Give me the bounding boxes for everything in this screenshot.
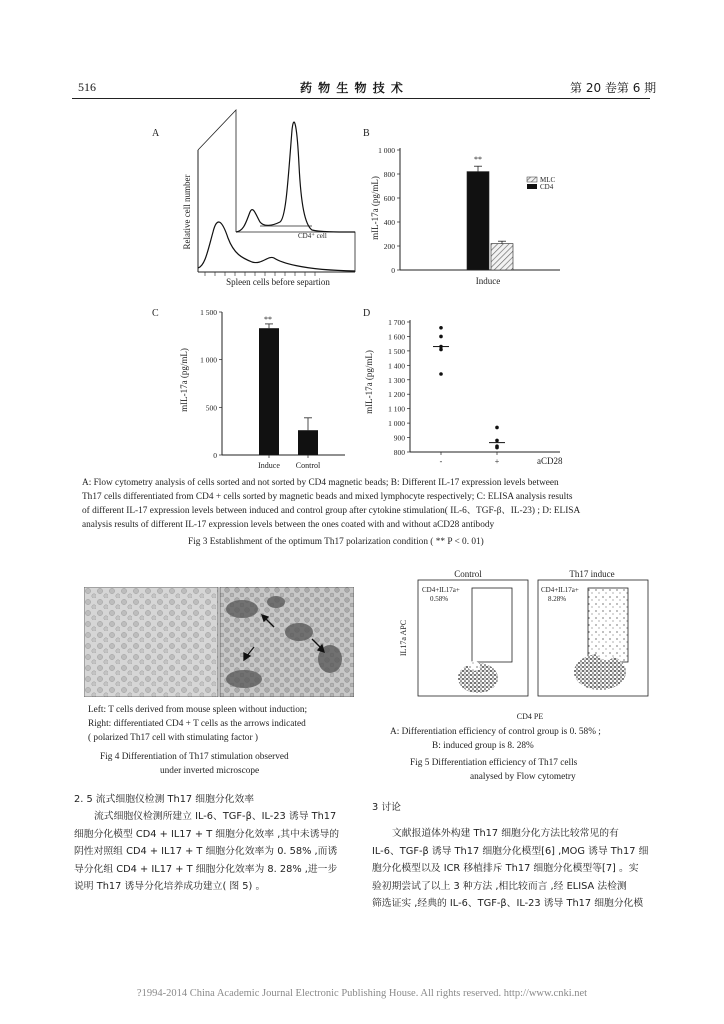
panel-c-ytick-label: 500 — [205, 403, 217, 413]
section-3-heading: 3 讨论 — [372, 802, 401, 813]
panel-d-point — [439, 335, 443, 339]
paragraph-line: 阴性对照组 CD4 + IL17 + T 细胞分化效率为 0. 58% ,而诱 — [74, 846, 338, 857]
fig5-control-gate-value: 0.58% — [430, 595, 449, 603]
section-2-5-heading: 2. 5 流式细胞仪检测 Th17 细胞分化效率 — [74, 794, 255, 805]
fig3-title: Fig 3 Establishment of the optimum Th17 polarization condition ( ** P < 0. 01) — [188, 537, 484, 547]
panel-d-ytick-label: 1 400 — [388, 361, 405, 371]
fig5-caption-line2: B: induced group is 8. 28% — [432, 741, 534, 751]
fig5-caption-line1: A: Differentiation efficiency of control group is 0. 58% ; — [390, 727, 601, 737]
panel-b-bar-cd4 — [467, 172, 489, 270]
panel-b-ytick-label: 600 — [383, 194, 395, 203]
panel-b-ylabel: mIL-17a (pg/mL) — [370, 176, 380, 240]
panel-c-ytick-label: 1 500 — [200, 308, 217, 317]
panel-d-xcaption: aCD28 — [537, 456, 563, 466]
paragraph-line: 流式细胞仪检测所建立 IL-6、TGF-β、IL-23 诱导 Th17 — [94, 811, 337, 822]
panel-c-bar — [298, 430, 318, 455]
panel-c-xtick-label: Control — [295, 461, 321, 470]
panel-d-xtick-label: - — [439, 457, 443, 466]
paragraph-line: 验初期尝试了以上 3 种方法 ,相比较而言 ,经 ELISA 法检测 — [372, 880, 627, 892]
panel-d-xtick-label: + — [494, 457, 500, 466]
fig3-legend — [82, 476, 652, 532]
fig4-title-line2: under inverted microscope — [160, 766, 260, 776]
fig5-xlabel: CD4 PE — [516, 712, 544, 721]
fig5-induce-gate-label: CD4+IL17a+ — [541, 586, 579, 594]
panel-d-point — [495, 439, 499, 443]
panel-c-xtick-label: Induce — [258, 461, 280, 470]
fig5-title-line2: analysed by Flow cytometry — [470, 772, 576, 782]
panel-b-legend-mlc: MLC — [540, 176, 556, 184]
panel-c-chart — [200, 308, 345, 470]
fig3-legend-line: Th17 cells differentiated from CD4 + cells sorted by magnetic beads and mixed lymphocyte respectively; C: ELISA analysis results — [82, 492, 573, 502]
fig5-induce-title: Th17 induce — [569, 569, 615, 579]
panel-d-ytick-label: 1 000 — [388, 419, 405, 429]
paragraph-line: 文献报道体外构建 Th17 细胞分化方法比较常见的有 — [392, 828, 619, 839]
panel-d-ytick-label: 1 100 — [388, 404, 405, 414]
issue-label: 第 20 卷第 6 期 — [570, 81, 657, 95]
panel-a-xlabel: Spleen cells before separtion — [226, 277, 330, 287]
panel-b-ytick-label: 800 — [383, 170, 395, 179]
fig3-legend-line: analysis results of different IL-17 expression levels between the ones coated with and without aCD28 antibody — [82, 520, 495, 530]
panel-d-point — [495, 446, 499, 450]
fig4-title-line1: Fig 4 Differentiation of Th17 stimulation observed — [100, 752, 289, 762]
panel-c-ylabel: mIL-17a (pg/mL) — [179, 348, 189, 412]
panel-d-ytick-label: 1 700 — [388, 318, 405, 327]
panel-b-ytick-label: 1 000 — [378, 146, 395, 155]
fig3-legend-line: A: Flow cytometry analysis of cells sorted and not sorted by CD4 magnetic beads; B: Different IL-17 expression levels between — [82, 478, 559, 488]
figure-5-flow — [370, 566, 660, 726]
panel-b-ytick-label: 0 — [391, 266, 395, 275]
paragraph-line: 说明 Th17 诱导分化培养成功建立( 图 5) 。 — [74, 881, 266, 892]
fig5-induce-gate-value: 8.28% — [548, 595, 567, 603]
footer-copyright: ?1994-2014 China Academic Journal Electronic Publishing House. All rights reserved. http://www.cnki.net — [136, 988, 588, 999]
panel-d-point — [439, 372, 443, 376]
panel-a-ylabel: Relative cell number — [182, 174, 192, 250]
panel-b-xlabel: Induce — [475, 276, 501, 286]
panel-a-gate-label: CD4⁺ cell — [298, 232, 327, 240]
panel-d-ytick-label: 1 600 — [388, 332, 405, 342]
section-2-5-body — [74, 808, 364, 896]
paragraph-line: 筛选证实 ,经典的 IL-6、TGF-β、IL-23 诱导 Th17 细胞分化模 — [372, 898, 644, 909]
panel-d-ytick-label: 1 500 — [388, 346, 405, 356]
figure-4-micrographs — [84, 587, 354, 697]
panel-d-ylabel: mIL-17a (pg/mL) — [364, 350, 374, 414]
fig5-control-title: Control — [454, 569, 482, 579]
fig4-caption-line: ( polarized Th17 cell with stimulating factor ) — [88, 733, 258, 743]
page-number: 516 — [78, 80, 96, 94]
panel-b-legend-swatch-mlc — [527, 177, 537, 182]
paragraph-line: IL-6、TGF-β 诱导 Th17 细胞分化模型[6] ,MOG 诱导 Th17 细 — [372, 845, 649, 857]
panel-d-ytick-label: 1 200 — [388, 390, 405, 400]
panel-c-bar — [259, 328, 279, 455]
panel-a-label: A — [152, 128, 160, 139]
panel-d-point — [439, 326, 443, 330]
fig3-legend-line: of different IL-17 expression levels between induced and control group after cytokine stimulation( IL-6、TGF-β、IL-23) ; D: ELISA — [82, 506, 581, 516]
fig5-control-gate-label: CD4+IL17a+ — [422, 586, 460, 594]
paragraph-line: 胞分化模型以及 ICR 移植排斥 Th17 细胞分化模型等[7] 。实 — [372, 863, 639, 874]
panel-b-ytick-label: 200 — [383, 242, 395, 251]
panel-b-legend-cd4: CD4 — [540, 183, 554, 191]
panel-b-legend-swatch-cd4 — [527, 184, 537, 189]
fig5-title-line1: Fig 5 Differentiation efficiency of Th17 cells — [410, 758, 578, 768]
panel-b-bar-mlc — [491, 244, 513, 270]
fig5-ylabel: IL17a APC — [399, 619, 408, 657]
panel-a-histogram — [198, 110, 355, 276]
section-3-body — [372, 825, 662, 913]
panel-c-significance: ** — [264, 315, 272, 324]
panel-b-label: B — [363, 128, 370, 139]
panel-a-front-curve — [198, 222, 355, 271]
panel-b-significance: ** — [474, 155, 482, 164]
panel-d-label: D — [363, 308, 371, 319]
panel-b-chart — [378, 146, 560, 275]
paragraph-line: 导分化组 CD4 + IL17 + T 细胞分化效率为 8. 28% ,进一步 — [74, 863, 338, 875]
panel-d-ytick-label: 800 — [393, 448, 405, 457]
fig4-caption-line: Left: T cells derived from mouse spleen without induction; — [88, 705, 308, 715]
panel-d-ytick-label: 1 300 — [388, 375, 405, 385]
panel-d-chart — [388, 318, 560, 466]
micrograph-left — [84, 587, 218, 697]
panel-c-ytick-label: 1 000 — [200, 355, 217, 365]
fig4-caption-line: Right: differentiated CD4 + T cells as the arrows indicated — [88, 719, 306, 729]
journal-title: 药 物 生 物 技 术 — [300, 81, 404, 95]
fig4-caption — [88, 703, 358, 745]
panel-d-point — [495, 426, 499, 430]
panel-a-back-curve — [236, 122, 355, 232]
fig5-induce-population — [574, 654, 626, 690]
panel-d-ytick-label: 900 — [393, 433, 405, 443]
panel-b-ytick-label: 400 — [383, 218, 395, 227]
figure-3 — [0, 0, 724, 480]
panel-c-label: C — [152, 308, 159, 319]
paragraph-line: 细胞分化模型 CD4 + IL17 + T 细胞分化效率 ,其中未诱导的 — [74, 828, 340, 840]
panel-c-ytick-label: 0 — [213, 451, 217, 460]
panel-d-point — [439, 348, 443, 352]
